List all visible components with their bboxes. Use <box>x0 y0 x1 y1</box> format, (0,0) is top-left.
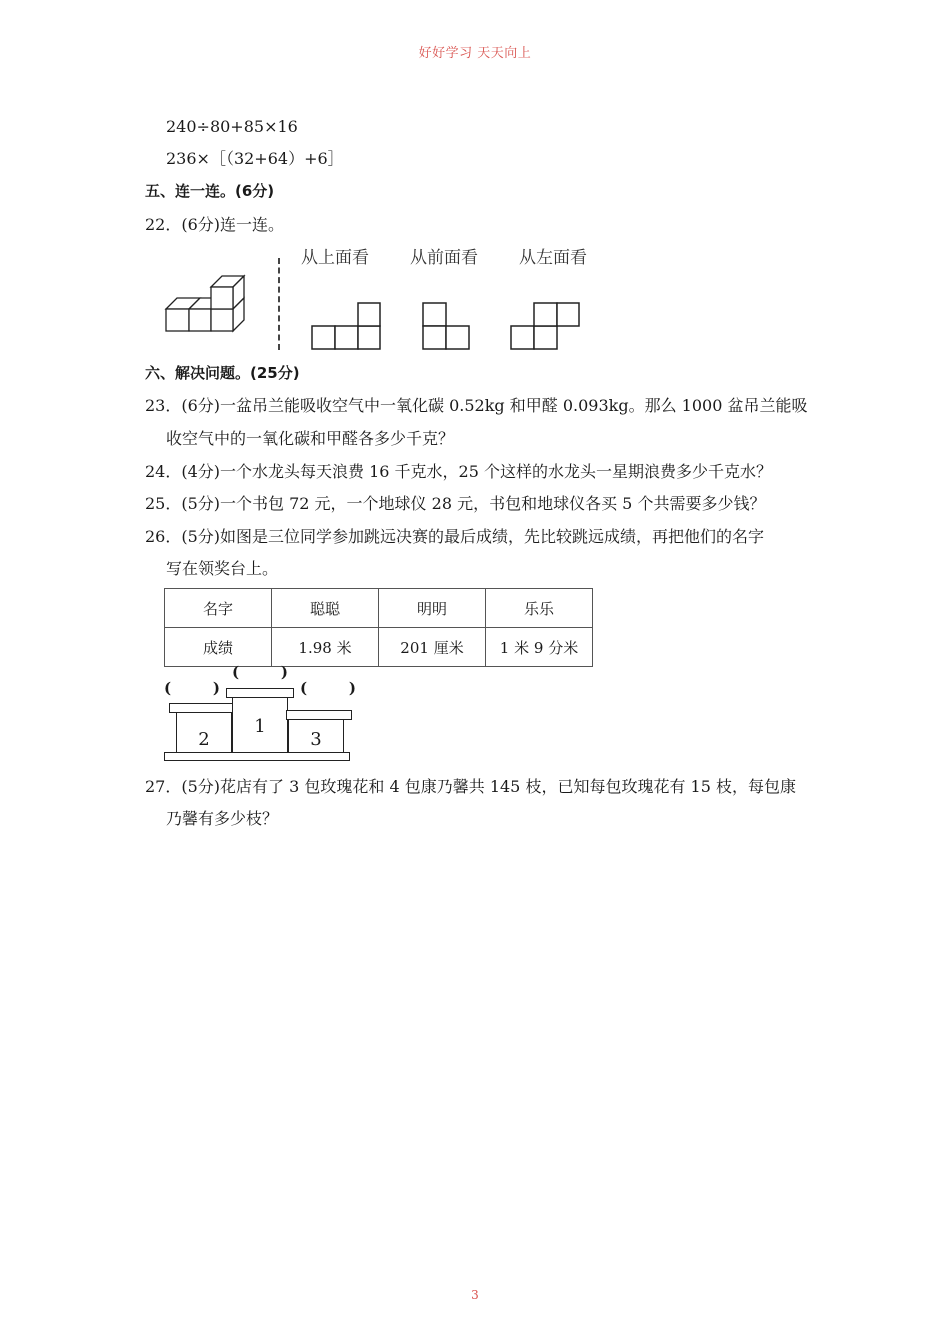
question-26-line-1: 26．(5分)如图是三位同学参加跳远决赛的最后成绩，先比较跳远成绩，再把他们的名字 <box>145 527 765 546</box>
question-24: 24．(4分)一个水龙头每天浪费 16 千克水，25 个这样的水龙头一星期浪费多少千克水？ <box>145 462 773 481</box>
podium-block-first <box>232 697 288 753</box>
podium-place-2: 2 <box>198 729 210 750</box>
podium-base <box>164 752 350 761</box>
podium-blank-second: ( ) <box>164 679 220 697</box>
podium-blank-third: ( ) <box>300 679 356 697</box>
view-grid-c <box>510 302 580 350</box>
view-grid-a <box>311 302 381 350</box>
expression-1: 240÷80+85×16 <box>166 117 298 136</box>
question-25: 25．(5分)一个书包 72 元，一个地球仪 28 元，书包和地球仪各买 5 个共需要多少钱？ <box>145 494 766 513</box>
question-26-line-2: 写在领奖台上。 <box>166 559 279 578</box>
question-22: 22．(6分)连一连。 <box>145 215 285 234</box>
table-cell: 1 米 9 分米 <box>486 628 593 667</box>
view-label-top: 从上面看 <box>301 248 369 268</box>
podium-place-3: 3 <box>310 729 322 750</box>
score-table <box>164 588 593 667</box>
cube-stack-figure <box>160 265 255 335</box>
table-row <box>165 589 593 628</box>
table-row <box>165 628 593 667</box>
section-6-title: 六、解决问题。(25分) <box>145 364 300 382</box>
question-27-line-2: 乃馨有多少枝？ <box>166 809 279 828</box>
question-27-line-1: 27．(5分)花店有了 3 包玫瑰花和 4 包康乃馨共 145 枝，已知每包玫瑰花有 15 枝，每包康 <box>145 777 796 796</box>
table-cell: 成绩 <box>165 628 272 667</box>
view-label-left: 从左面看 <box>519 248 587 268</box>
table-cell: 聪聪 <box>272 589 379 628</box>
view-grid-b <box>422 302 470 350</box>
section-5-title: 五、连一连。(6分) <box>145 182 275 200</box>
table-cell: 名字 <box>165 589 272 628</box>
dashed-divider <box>278 258 280 350</box>
view-label-front: 从前面看 <box>410 248 478 268</box>
question-23-line-2: 收空气中的一氧化碳和甲醛各多少千克？ <box>166 429 455 448</box>
podium-place-1: 1 <box>254 716 266 737</box>
table-cell: 乐乐 <box>486 589 593 628</box>
question-23-line-1: 23．(6分)一盆吊兰能吸收空气中一氧化碳 0.52kg 和甲醛 0.093kg。那么 1000 盆吊兰能吸 <box>145 396 808 415</box>
podium-block-third <box>288 719 344 753</box>
table-cell: 1.98 米 <box>272 628 379 667</box>
page-header: 好好学习 天天向上 <box>418 46 532 61</box>
expression-2: 236×［（32+64）+6］ <box>166 149 344 168</box>
table-cell: 明明 <box>379 589 486 628</box>
podium-figure <box>164 663 354 763</box>
table-cell: 201 厘米 <box>379 628 486 667</box>
page-number: 3 <box>471 1288 479 1302</box>
podium-blank-first: ( ) <box>232 663 288 681</box>
podium-block-second <box>176 712 232 753</box>
